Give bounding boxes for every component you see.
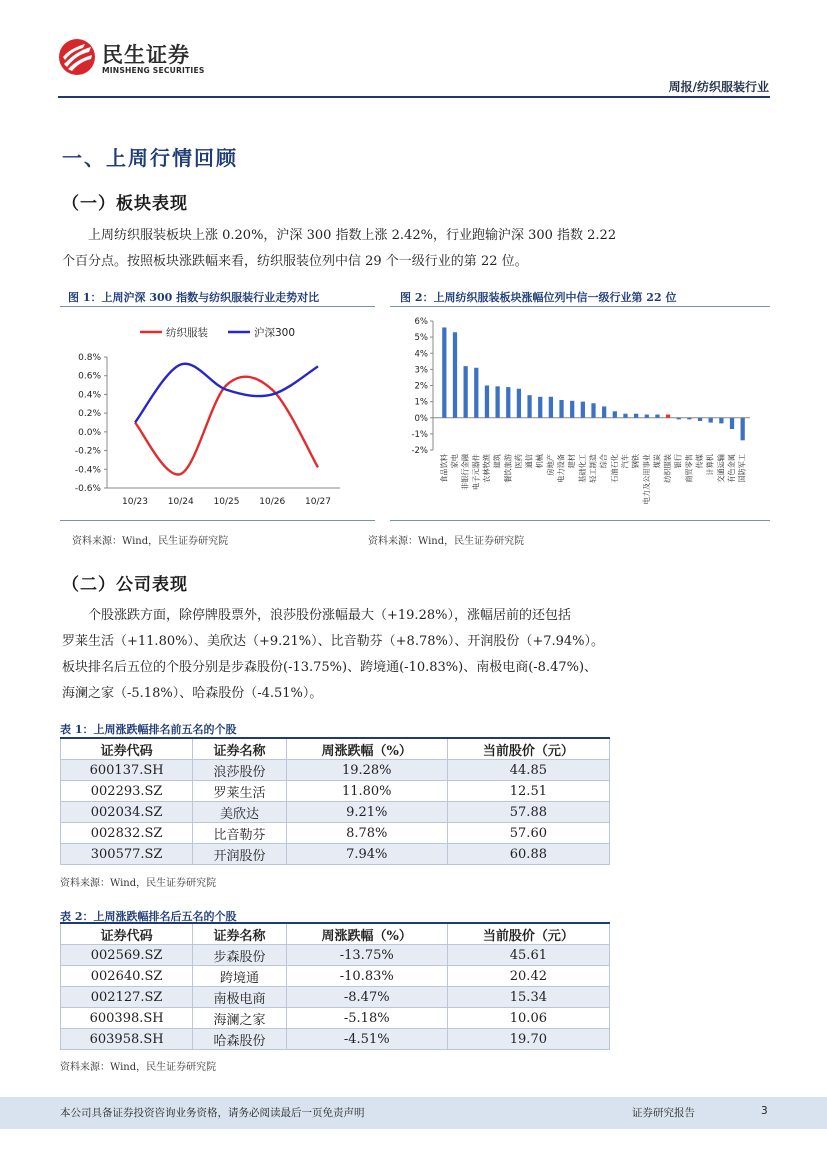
table-header-row — [61, 738, 610, 760]
bar — [730, 418, 734, 429]
cell-name: 海澜之家 — [193, 1008, 286, 1029]
bar — [623, 414, 627, 418]
section-title: 一、上周行情回顾 — [62, 146, 238, 170]
y-tick-label: 6% — [414, 317, 428, 327]
cell-code: 600398.SH — [61, 1008, 193, 1029]
bar — [495, 386, 499, 417]
paragraph-line: 罗莱生活（+11.80%）、美欣达（+9.21%）、比音勒芬（+8.78%）、开润股份（+7.94%）。 — [62, 634, 605, 649]
y-tick-label: 3% — [414, 365, 428, 376]
cell-code: 002034.SZ — [61, 802, 193, 823]
bar — [453, 332, 457, 417]
bar — [709, 418, 713, 423]
y-tick-label: 2% — [414, 381, 428, 392]
cell-price: 44.85 — [447, 760, 609, 781]
cell-change: -10.83% — [286, 966, 447, 987]
cell-code: 002569.SZ — [61, 945, 193, 966]
paragraph-line: 个百分点。按照板块涨跌幅来看，纺织服装位列中信 29 个一级行业的第 22 位。 — [62, 254, 528, 269]
cell-name: 开润股份 — [193, 844, 286, 865]
figure1-top-rule — [60, 306, 375, 307]
page-number: 3 — [761, 1105, 768, 1117]
cell-name: 南极电商 — [193, 987, 286, 1008]
table-row — [61, 823, 610, 844]
cell-name: 跨境通 — [193, 966, 286, 987]
top-losers-table — [60, 922, 610, 1050]
cell-name: 步森股份 — [193, 945, 286, 966]
bar — [485, 386, 489, 418]
cell-change: 19.28% — [286, 760, 447, 781]
figure1-line-chart — [60, 310, 375, 518]
category-label: 商贸零售 — [684, 454, 694, 483]
y-tick-label: 0.0% — [78, 427, 101, 438]
paragraph-line: 个股涨跌方面，除停牌股票外，浪莎股份涨幅最大（+19.28%），涨幅居前的还包括 — [88, 608, 571, 623]
figure1-title: 图 1：上周沪深 300 指数与纺织服装行业走势对比 — [68, 291, 320, 304]
logo-emblem-icon — [58, 38, 96, 76]
column-header: 周涨跌幅（%） — [286, 923, 447, 945]
figure2-title: 图 2：上周纺织服装板块涨幅位列中信一级行业第 22 位 — [400, 291, 677, 304]
legend-label: 沪深300 — [254, 327, 296, 339]
category-label: 汽车 — [620, 454, 630, 469]
category-label: 家电 — [449, 454, 459, 469]
cell-price: 10.06 — [447, 1008, 609, 1029]
category-label: 非银行金融 — [460, 454, 470, 490]
cell-code: 002832.SZ — [61, 823, 193, 844]
bar — [559, 400, 563, 418]
bar — [677, 418, 681, 420]
category-label: 基础化工 — [577, 454, 587, 483]
cell-code: 002127.SZ — [61, 987, 193, 1008]
bar — [506, 387, 510, 418]
category-label: 电力及公用事业 — [641, 454, 651, 505]
y-tick-label: 5% — [414, 333, 428, 344]
category-label: 电子元器件 — [471, 454, 481, 490]
cell-change: -8.47% — [286, 987, 447, 1008]
legend-label: 纺织服装 — [166, 327, 208, 339]
table-row — [61, 802, 610, 823]
x-tick-label: 10/23 — [122, 497, 148, 507]
figure2-top-rule — [390, 306, 770, 307]
y-tick-label: -0.4% — [74, 465, 101, 476]
x-tick-label: 10/26 — [259, 497, 286, 507]
paragraph-line: 上周纺织服装板块上涨 0.20%，沪深 300 指数上涨 2.42%，行业跑输沪深 300 指数 2.22 — [88, 228, 617, 243]
cell-code: 002293.SZ — [61, 781, 193, 802]
category-label: 机械 — [535, 454, 545, 469]
cell-price: 12.51 — [447, 781, 609, 802]
paragraph-line: 海澜之家（-5.18%）、哈森股份（-4.51%）。 — [62, 686, 323, 701]
cell-name: 哈森股份 — [193, 1029, 286, 1050]
table2-title: 表 2：上周涨跌幅排名后五名的个股 — [60, 910, 237, 923]
header-divider — [58, 96, 770, 98]
top-gainers-table — [60, 737, 610, 865]
bar — [687, 418, 691, 420]
cell-code: 300577.SZ — [61, 844, 193, 865]
bar — [655, 415, 659, 418]
cell-name: 浪莎股份 — [193, 760, 286, 781]
cell-change: 11.80% — [286, 781, 447, 802]
cell-code: 002640.SZ — [61, 966, 193, 987]
category-label: 医药 — [513, 454, 523, 469]
column-header: 证券代码 — [61, 923, 193, 945]
brand-logo — [58, 38, 218, 80]
table-row — [61, 987, 610, 1008]
cell-price: 19.70 — [447, 1029, 609, 1050]
y-tick-label: -0.2% — [74, 446, 101, 457]
x-tick-label: 10/25 — [213, 497, 240, 507]
figure2-source: 资料来源：Wind，民生证券研究院 — [368, 536, 525, 547]
table-row — [61, 966, 610, 987]
table2-source: 资料来源：Wind，民生证券研究院 — [60, 1062, 217, 1073]
bar — [645, 415, 649, 418]
category-label: 建材 — [567, 454, 577, 469]
disclaimer-note: 本公司具备证券投资咨询业务资格，请务必阅读最后一页免责声明 — [60, 1107, 365, 1119]
figure2-bar-chart — [390, 310, 770, 518]
category-label: 食品饮料 — [439, 454, 449, 483]
column-header: 证券名称 — [193, 738, 286, 760]
table-row — [61, 781, 610, 802]
y-tick-label: 0% — [414, 413, 428, 424]
cell-name: 美欣达 — [193, 802, 286, 823]
bar — [527, 395, 531, 418]
report-type: 证券研究报告 — [632, 1107, 695, 1119]
column-header: 证券名称 — [193, 923, 286, 945]
company-paragraph — [62, 603, 774, 707]
category-label: 交通运输 — [716, 454, 726, 483]
table-row — [61, 760, 610, 781]
category-label: 煤炭 — [652, 454, 662, 469]
cell-change: 9.21% — [286, 802, 447, 823]
y-tick-label: 0.6% — [78, 371, 101, 382]
x-tick-label: 10/24 — [167, 497, 194, 507]
cell-change: -5.18% — [286, 1008, 447, 1029]
cell-name: 罗莱生活 — [193, 781, 286, 802]
paragraph-line: 板块排名后五位的个股分别是步森股份(-13.75%)、跨境通(-10.83%)、南极电商(-8.47%)、 — [62, 660, 598, 675]
bar — [570, 401, 574, 418]
category-label: 建筑 — [492, 454, 502, 469]
y-tick-label: 4% — [414, 349, 428, 360]
table-header-row — [61, 923, 610, 945]
cell-code: 603958.SH — [61, 1029, 193, 1050]
column-header: 周涨跌幅（%） — [286, 738, 447, 760]
bar — [698, 418, 702, 421]
y-tick-label: 0.2% — [78, 409, 101, 420]
bar — [464, 366, 468, 418]
logo-text-cn: 民生证券 — [102, 43, 190, 67]
x-tick-label: 10/27 — [305, 497, 331, 507]
cell-price: 57.88 — [447, 802, 609, 823]
subsection-title-sector: （一）板块表现 — [62, 194, 188, 214]
figure2-bottom-rule — [390, 520, 770, 521]
cell-name: 比音勒芬 — [193, 823, 286, 844]
cell-change: -4.51% — [286, 1029, 447, 1050]
y-tick-label: 1% — [414, 397, 428, 408]
category-label: 钢铁 — [631, 454, 641, 469]
cell-price: 20.42 — [447, 966, 609, 987]
cell-price: 45.61 — [447, 945, 609, 966]
table-row — [61, 844, 610, 865]
y-tick-label: 0.4% — [78, 390, 101, 401]
cell-change: 7.94% — [286, 844, 447, 865]
cell-price: 57.60 — [447, 823, 609, 844]
series-line-0 — [135, 377, 318, 475]
column-header: 当前股价（元） — [447, 738, 609, 760]
category-label: 传媒 — [695, 454, 705, 469]
sector-paragraph — [62, 223, 774, 275]
category-label: 电力设备 — [556, 454, 566, 483]
bar — [634, 414, 638, 418]
category-label: 综合 — [599, 454, 609, 469]
bar — [591, 403, 595, 418]
cell-change: 8.78% — [286, 823, 447, 844]
bar — [581, 402, 585, 418]
bar — [549, 397, 553, 418]
bar — [719, 418, 723, 424]
y-tick-label: -1% — [411, 429, 428, 440]
category-label: 轻工制造 — [588, 454, 598, 483]
y-tick-label: -0.6% — [74, 484, 101, 494]
category-label: 农林牧渔 — [481, 454, 491, 483]
category-label: 石油石化 — [609, 454, 619, 483]
bar — [741, 418, 745, 441]
bar — [666, 415, 670, 418]
figure1-bottom-rule — [60, 520, 375, 521]
cell-code: 600137.SH — [61, 760, 193, 781]
category-label: 房地产 — [545, 454, 555, 476]
category-label: 通信 — [524, 454, 534, 469]
table1-source: 资料来源：Wind，民生证券研究院 — [60, 878, 217, 889]
subsection-title-company: （二）公司表现 — [62, 575, 188, 595]
cell-price: 60.88 — [447, 844, 609, 865]
category-label: 餐饮旅游 — [503, 454, 513, 483]
y-tick-label: 0.8% — [78, 353, 101, 363]
bar — [538, 397, 542, 418]
category-label: 银行 — [673, 454, 683, 469]
cell-change: -13.75% — [286, 945, 447, 966]
table1-title: 表 1：上周涨跌幅排名前五名的个股 — [60, 723, 237, 736]
bar — [474, 368, 478, 418]
category-label: 计算机 — [705, 454, 715, 476]
report-category: 周报/纺织服装行业 — [668, 80, 769, 94]
bar — [602, 406, 606, 417]
column-header: 当前股价（元） — [447, 923, 609, 945]
category-label: 有色金属 — [727, 454, 737, 483]
logo-text-en: MINSHENG SECURITIES — [102, 66, 205, 75]
table-row — [61, 1008, 610, 1029]
bar — [613, 411, 617, 417]
bar — [517, 389, 521, 418]
cell-price: 15.34 — [447, 987, 609, 1008]
category-label: 国防军工 — [737, 454, 747, 483]
bar — [442, 327, 446, 417]
column-header: 证券代码 — [61, 738, 193, 760]
category-label: 纺织服装 — [663, 454, 673, 483]
table-row — [61, 1029, 610, 1050]
table-row — [61, 945, 610, 966]
y-tick-label: -2% — [411, 446, 428, 456]
figure1-source: 资料来源：Wind，民生证券研究院 — [72, 536, 229, 547]
